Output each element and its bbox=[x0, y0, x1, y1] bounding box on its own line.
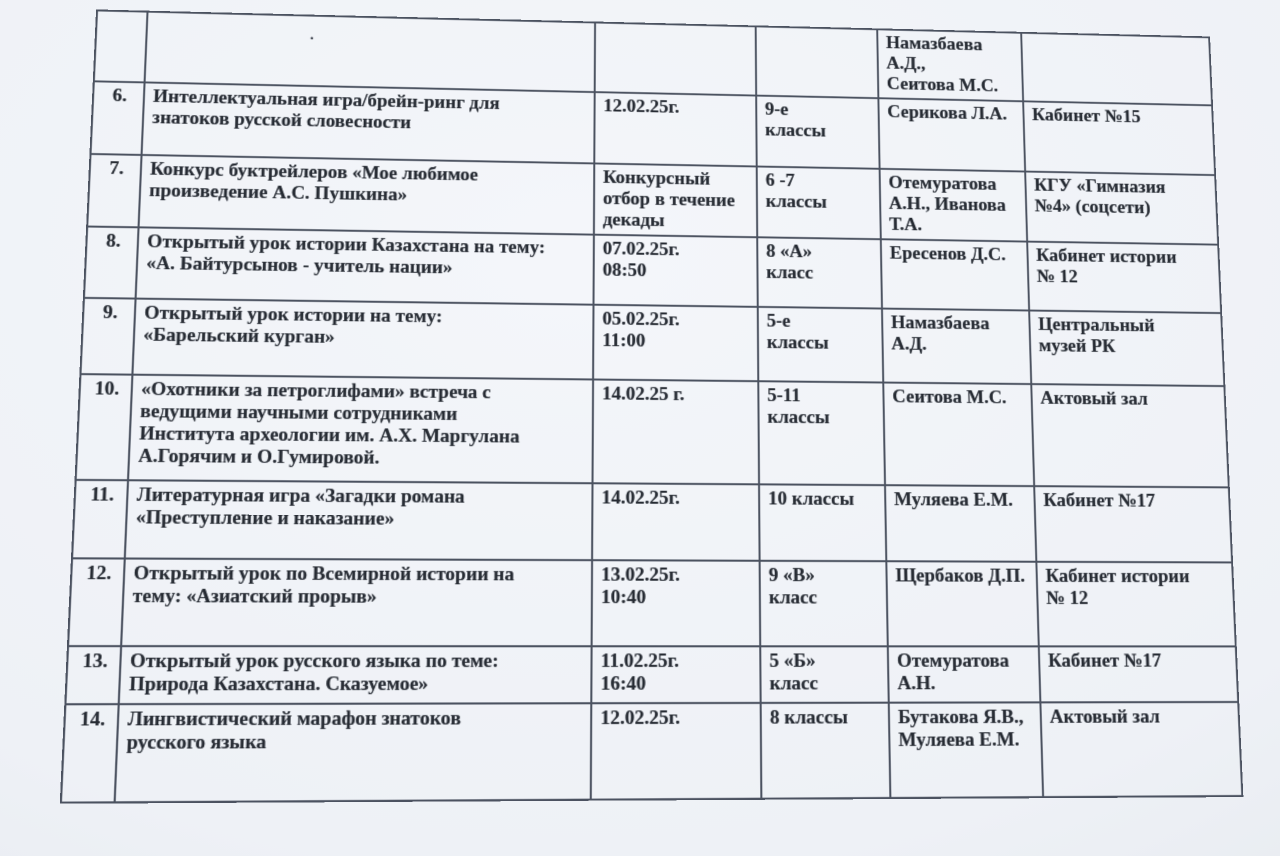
cell-responsible: Бутакова Я.В., Муляева Е.М. bbox=[889, 702, 1043, 798]
cell-date: 13.02.25г. 10:40 bbox=[592, 560, 761, 646]
cell-location: КГУ «Гимназия №4» (соцсети) bbox=[1025, 171, 1218, 244]
table-row-13 bbox=[65, 646, 1238, 704]
cell-row-number: 11. bbox=[72, 480, 128, 559]
cell-row-number: 7. bbox=[87, 154, 141, 227]
cell-date: 05.02.25г. 11:00 bbox=[593, 304, 758, 381]
cell-row-number: 9. bbox=[80, 298, 135, 375]
cell-location bbox=[1021, 33, 1212, 105]
cell-responsible: Намазбаева А.Д., Сеитова М.С. bbox=[877, 29, 1023, 101]
cell-location: Кабинет №15 bbox=[1023, 101, 1215, 175]
cell-classes: 9-е классы bbox=[756, 95, 879, 168]
cell-date bbox=[595, 22, 756, 95]
cell-row-number: 13. bbox=[65, 646, 121, 704]
cell-event-name: Открытый урок истории Казахстана на тему: «А. Байтурсынов - учитель нации» bbox=[136, 227, 594, 304]
cell-location: Актовый зал bbox=[1031, 384, 1229, 487]
table-row-9 bbox=[80, 298, 1224, 386]
cell-row-number bbox=[94, 10, 148, 82]
cell-event-name: Конкурс буктрейлеров «Мое любимое произведение А.С. Пушкина» bbox=[139, 155, 595, 235]
cell-event-name: «Охотники за петроглифами» встреча с ведущими научными сотрудниками Института археологии им. А.Х. Маргулана А.Горячим и О.Гумировой. bbox=[128, 374, 593, 483]
table-row-10 bbox=[76, 374, 1229, 487]
cell-date: 12.02.25г. bbox=[594, 92, 756, 166]
photographed-paper-sheet bbox=[60, 9, 1242, 803]
cell-row-number: 10. bbox=[76, 374, 133, 480]
cell-location: Центральный музей РК bbox=[1029, 310, 1224, 386]
cell-event-name: Интеллектуальная игра/брейн-ринг для знатоков русской словесности bbox=[142, 82, 595, 163]
cell-location: Кабинет №17 bbox=[1034, 486, 1232, 562]
cell-date: 14.02.25г. bbox=[592, 483, 760, 561]
cell-classes: 9 «В» класс bbox=[760, 560, 888, 646]
cell-event-name bbox=[145, 12, 595, 92]
cell-row-number: 6. bbox=[91, 81, 145, 155]
stray-dot-mark: . bbox=[309, 27, 315, 44]
cell-classes: 5-е классы bbox=[758, 307, 884, 383]
cell-location: Актовый зал bbox=[1040, 702, 1242, 797]
cell-responsible: Серикова Л.А. bbox=[878, 98, 1025, 171]
cell-row-number: 8. bbox=[84, 226, 139, 298]
cell-date: 14.02.25 г. bbox=[593, 379, 760, 484]
cell-date: 11.02.25г. 16:40 bbox=[591, 646, 760, 703]
cell-event-name: Открытый урок истории на тему: «Барельский курган» bbox=[132, 298, 593, 379]
cell-date: 07.02.25г. 08:50 bbox=[594, 234, 758, 306]
cell-responsible: Щербаков Д.П. bbox=[886, 561, 1038, 646]
cell-responsible: Отемуратова А.Н., Иванова Т.А. bbox=[880, 168, 1028, 241]
cell-event-name: Открытый урок по Всемирной истории на тему: «Азиатский прорыв» bbox=[121, 558, 592, 646]
cell-classes: 10 классы bbox=[759, 484, 886, 561]
cell-classes: 5 «Б» класс bbox=[760, 646, 889, 703]
cell-row-number: 12. bbox=[68, 558, 125, 646]
cell-responsible: Сеитова М.С. bbox=[883, 382, 1034, 486]
cell-classes: 8 классы bbox=[761, 702, 891, 798]
cell-event-name: Открытый урок русского языка по теме: Природа Казахстана. Сказуемое» bbox=[119, 646, 592, 704]
cell-responsible: Отемуратова А.Н. bbox=[888, 646, 1041, 702]
cell-classes: 8 «А» класс bbox=[757, 237, 882, 308]
cell-event-name: Литературная игра «Загадки романа «Преступление и наказание» bbox=[125, 480, 593, 560]
cell-classes: 6 -7 классы bbox=[757, 166, 881, 239]
cell-event-name: Лингвистический марафон знатоков русского языка bbox=[115, 703, 592, 802]
cell-responsible: Ересенов Д.С. bbox=[881, 239, 1029, 310]
cell-location: Кабинет истории № 12 bbox=[1027, 241, 1221, 312]
table-row-11 bbox=[72, 480, 1232, 563]
table-row-12 bbox=[68, 558, 1236, 646]
cell-responsible: Намазбаева А.Д. bbox=[882, 308, 1031, 384]
event-schedule-table bbox=[60, 9, 1244, 803]
cell-date: 12.02.25г. bbox=[591, 703, 762, 800]
cell-classes bbox=[756, 26, 879, 98]
table-row-14 bbox=[61, 702, 1242, 803]
cell-row-number: 14. bbox=[61, 704, 119, 803]
cell-location: Кабинет №17 bbox=[1039, 646, 1238, 702]
cell-date: Конкурсный отбор в течение декады bbox=[594, 163, 757, 237]
cell-responsible: Муляева Е.М. bbox=[885, 485, 1036, 562]
cell-location: Кабинет истории № 12 bbox=[1036, 561, 1235, 646]
cell-classes: 5-11 классы bbox=[758, 381, 885, 485]
